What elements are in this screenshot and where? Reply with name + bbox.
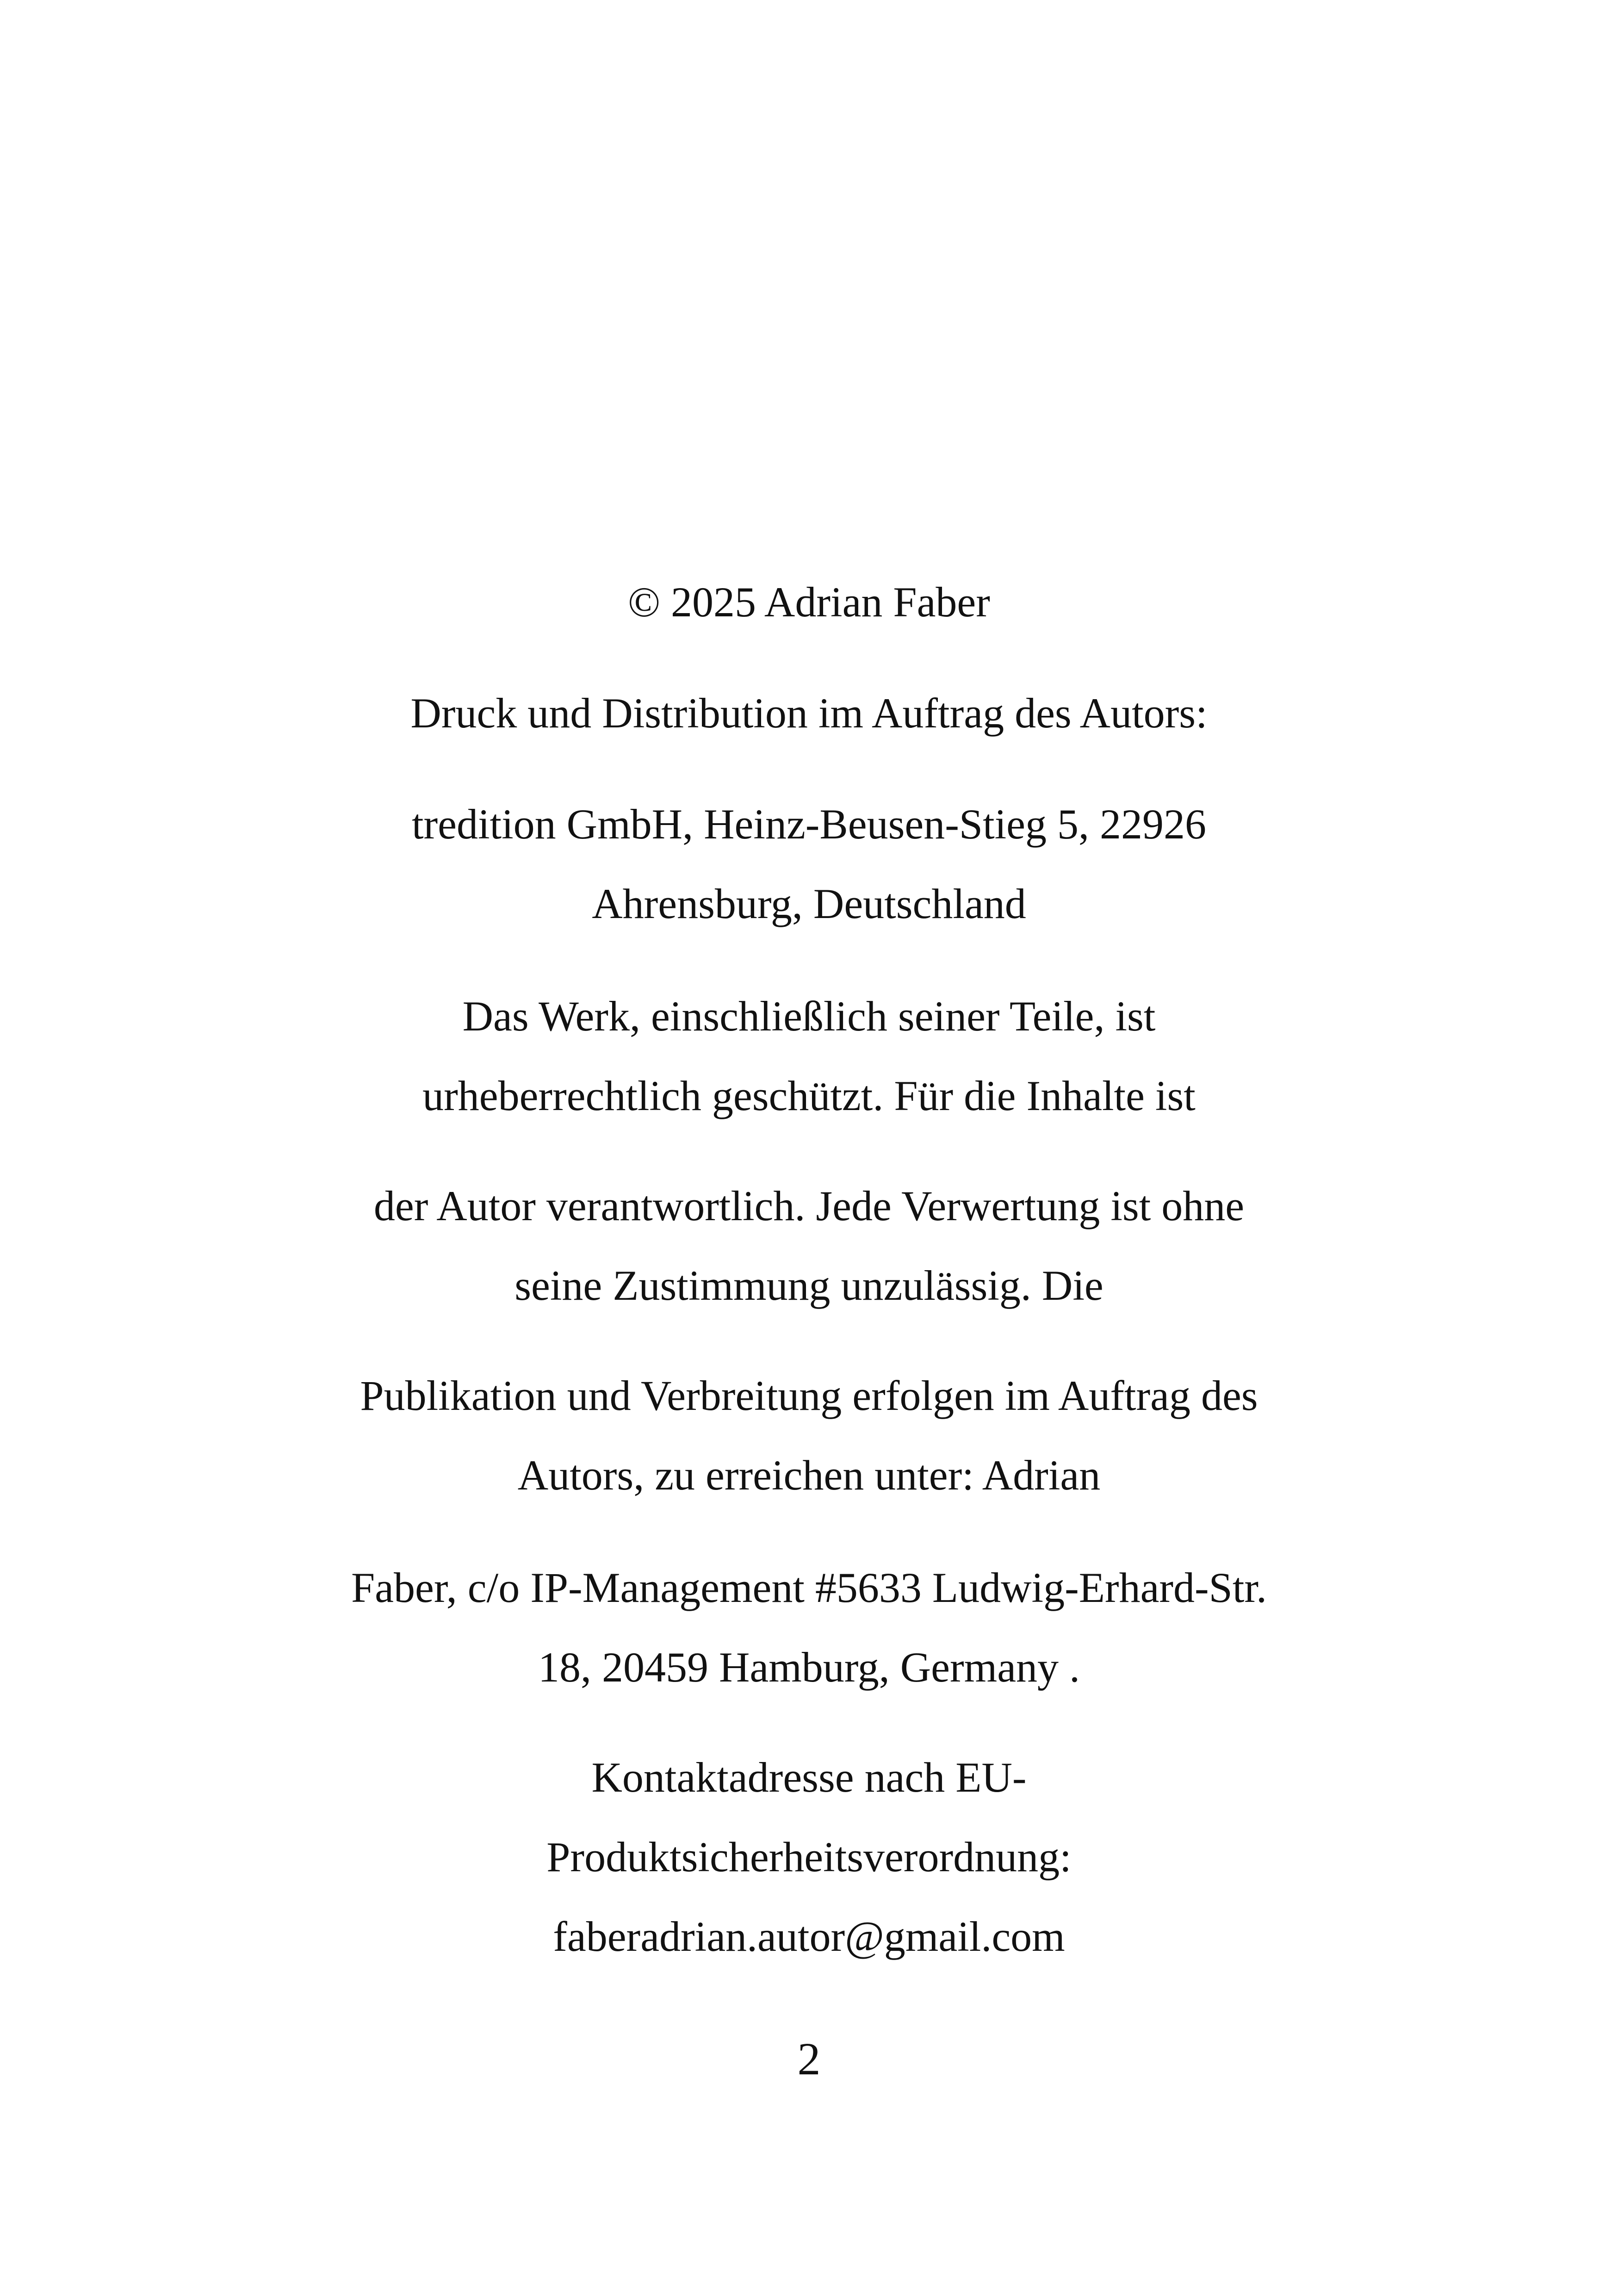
notice-line: seine Zustimmung unzulässig. Die [515, 1262, 1103, 1309]
distribution-line: Druck und Distribution im Auftrag des Autors: [410, 689, 1208, 737]
publisher-block [0, 784, 1618, 943]
publisher-line-1: tredition GmbH, Heinz-Beusen-Stieg 5, 22926 [411, 800, 1207, 848]
notice-paragraph-2 [0, 1166, 1618, 1325]
notice-line: Autors, zu erreichen unter: Adrian [517, 1452, 1101, 1499]
copyright-line: © 2025 Adrian Faber [628, 578, 990, 626]
notice-paragraph-4 [0, 1548, 1618, 1707]
distribution-block [0, 673, 1618, 753]
contact-line-2: Produktsicherheitsverordnung: [546, 1833, 1072, 1880]
copyright-block [0, 562, 1618, 642]
page-number: 2 [797, 2033, 821, 2085]
notice-line: der Autor verantwortlich. Jede Verwertung ist ohne [373, 1182, 1245, 1229]
publisher-line-2: Ahrensburg, Deutschland [592, 880, 1026, 927]
notice-line: urheberrechtlich geschützt. Für die Inhalte ist [422, 1072, 1196, 1119]
notice-line: Das Werk, einschließlich seiner Teile, ist [462, 993, 1156, 1040]
notice-line: 18, 20459 Hamburg, Germany . [538, 1644, 1080, 1691]
contact-email: faberadrian.autor@gmail.com [553, 1913, 1065, 1960]
notice-line: Faber, c/o IP-Management #5633 Ludwig-Erhard-Str. [351, 1564, 1267, 1611]
contact-block [0, 1738, 1618, 1976]
notice-paragraph-3 [0, 1356, 1618, 1515]
notice-line: Publikation und Verbreitung erfolgen im Auftrag des [360, 1372, 1258, 1419]
notice-paragraph-1 [0, 976, 1618, 1136]
contact-line-1: Kontaktadresse nach EU- [591, 1754, 1027, 1801]
